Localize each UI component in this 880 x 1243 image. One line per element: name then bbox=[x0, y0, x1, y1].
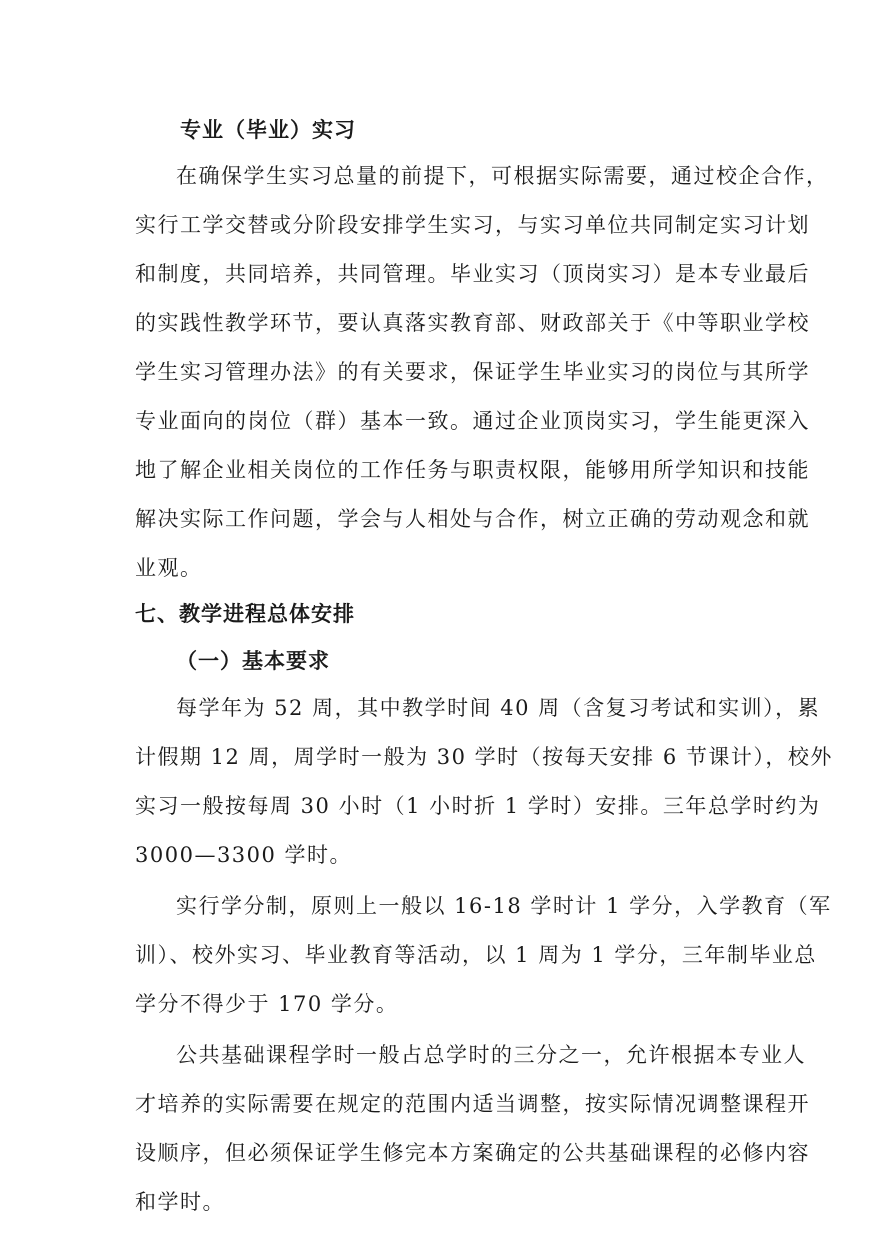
para2-line-2: 训）、校外实习、毕业教育等活动，以 1 周为 1 学分，三年制毕业总 bbox=[135, 943, 817, 967]
para1-line-2: 计假期 12 周，周学时一般为 30 学时（按每天安排 6 节课计），校外 bbox=[135, 745, 833, 769]
internship-line-6: 专业面向的岗位（群）基本一致。通过企业顶岗实习，学生能更深入 bbox=[135, 409, 810, 433]
para1-line-3: 实习一般按每周 30 小时（1 小时折 1 学时）安排。三年总学时约为 bbox=[135, 794, 821, 818]
internship-line-7: 地了解企业相关岗位的工作任务与职责权限，能够用所学知识和技能 bbox=[135, 458, 810, 482]
internship-line-8: 解决实际工作问题，学会与人相处与合作，树立正确的劳动观念和就 bbox=[135, 507, 810, 531]
chapter-7-heading: 七、教学进程总体安排 bbox=[135, 601, 355, 626]
internship-heading: 专业（毕业）实习 bbox=[180, 117, 356, 142]
para3-line-2: 才培养的实际需要在规定的范围内适当调整，按实际情况调整课程开 bbox=[135, 1092, 810, 1116]
internship-line-2: 实行工学交替或分阶段安排学生实习，与实习单位共同制定实习计划 bbox=[135, 213, 810, 237]
para2-line-3: 学分不得少于 170 学分。 bbox=[135, 992, 399, 1016]
internship-line-9: 业观。 bbox=[135, 556, 203, 580]
internship-line-5: 学生实习管理办法》的有关要求，保证学生毕业实习的岗位与其所学 bbox=[135, 360, 810, 384]
internship-line-4: 的实践性教学环节，要认真落实教育部、财政部关于《中等职业学校 bbox=[135, 311, 810, 335]
para1-line-1: 每学年为 52 周，其中教学时间 40 周（含复习考试和实训），累 bbox=[176, 696, 821, 720]
internship-line-1: 在确保学生实习总量的前提下，可根据实际需要，通过校企合作， bbox=[176, 164, 829, 188]
basic-requirements-heading: （一）基本要求 bbox=[176, 648, 330, 673]
para2-line-1: 实行学分制，原则上一般以 16-18 学时计 1 学分，入学教育（军 bbox=[176, 894, 832, 918]
internship-line-3: 和制度，共同培养，共同管理。毕业实习（顶岗实习）是本专业最后 bbox=[135, 262, 810, 286]
para1-line-4: 3000—3300 学时。 bbox=[135, 843, 353, 867]
para3-line-3: 设顺序，但必须保证学生修完本方案确定的公共基础课程的必修内容 bbox=[135, 1141, 810, 1165]
para3-line-1: 公共基础课程学时一般占总学时的三分之一，允许根据本专业人 bbox=[176, 1043, 806, 1067]
para3-line-4: 和学时。 bbox=[135, 1190, 225, 1214]
